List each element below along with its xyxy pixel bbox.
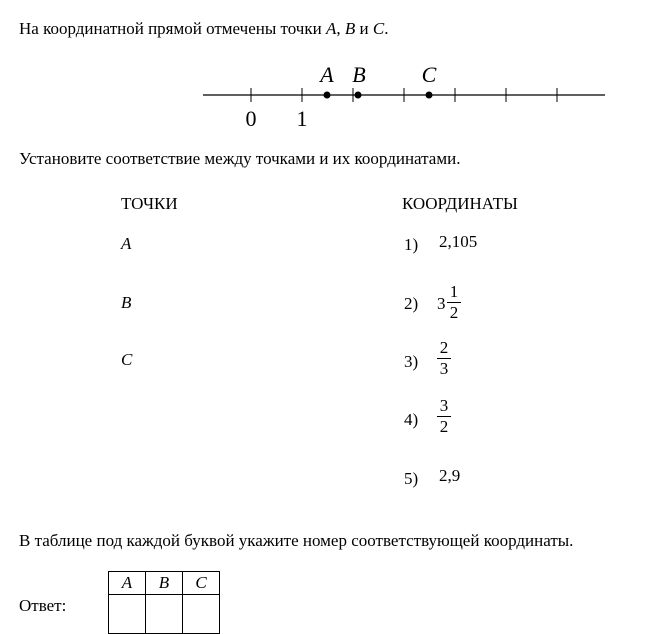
instruction-text: В таблице под каждой буквой укажите номер соответствующей координаты. bbox=[19, 531, 574, 550]
option-1-value: 2,105 bbox=[439, 232, 478, 251]
point-item-c: C bbox=[121, 350, 133, 369]
option-4-fraction bbox=[437, 397, 451, 436]
intro-point-a: A bbox=[325, 19, 337, 38]
points-header: ТОЧКИ bbox=[121, 194, 178, 213]
option-3-fraction bbox=[437, 339, 451, 378]
option-5-index: 5) bbox=[404, 469, 419, 488]
intro-point-b: B bbox=[344, 19, 356, 38]
answer-header-c: C bbox=[183, 572, 220, 595]
option-3-numerator: 2 bbox=[439, 338, 449, 357]
option-2-denominator: 2 bbox=[449, 303, 459, 322]
point-b-dot bbox=[355, 92, 362, 99]
answer-input-row bbox=[109, 595, 220, 634]
intro-text bbox=[19, 19, 388, 39]
intro-lead: На координатной прямой отмечены точки bbox=[19, 19, 326, 38]
point-item-b: B bbox=[121, 293, 132, 312]
intro-sep-1: , bbox=[336, 19, 345, 38]
point-b-label: B bbox=[352, 62, 366, 87]
point-item-a: A bbox=[121, 234, 132, 253]
task-text: Установите соответствие между точками и их координатами. bbox=[19, 149, 461, 168]
option-2-whole: 3 bbox=[437, 294, 446, 313]
answer-header-a: A bbox=[109, 572, 146, 595]
intro-point-c: C bbox=[372, 19, 385, 38]
coords-header: КООРДИНАТЫ bbox=[402, 194, 518, 213]
point-a-dot bbox=[324, 92, 331, 99]
option-3-denominator: 3 bbox=[439, 359, 449, 378]
answer-header-row bbox=[109, 572, 220, 595]
option-2-fraction bbox=[447, 283, 461, 322]
intro-end: . bbox=[384, 19, 389, 38]
option-4-denominator: 2 bbox=[439, 417, 449, 436]
answer-label: Ответ: bbox=[19, 596, 67, 615]
option-4-numerator: 3 bbox=[439, 396, 449, 415]
intro-sep-2: и bbox=[355, 19, 373, 38]
answer-cell-c[interactable] bbox=[183, 595, 220, 634]
zero-label: 0 bbox=[245, 106, 257, 131]
number-line bbox=[0, 55, 665, 135]
answer-header-b: B bbox=[146, 572, 183, 595]
option-3-index: 3) bbox=[404, 352, 419, 371]
point-a-label: A bbox=[320, 62, 334, 87]
one-label: 1 bbox=[296, 106, 308, 131]
option-2-index: 2) bbox=[404, 294, 419, 313]
answer-table bbox=[108, 571, 220, 634]
point-c-dot bbox=[426, 92, 433, 99]
point-c-label: C bbox=[421, 62, 437, 87]
option-2-numerator: 1 bbox=[449, 282, 459, 301]
answer-cell-a[interactable] bbox=[109, 595, 146, 634]
answer-cell-b[interactable] bbox=[146, 595, 183, 634]
option-4-index: 4) bbox=[404, 410, 419, 429]
option-5-value: 2,9 bbox=[439, 466, 461, 485]
option-1-index: 1) bbox=[404, 235, 419, 254]
